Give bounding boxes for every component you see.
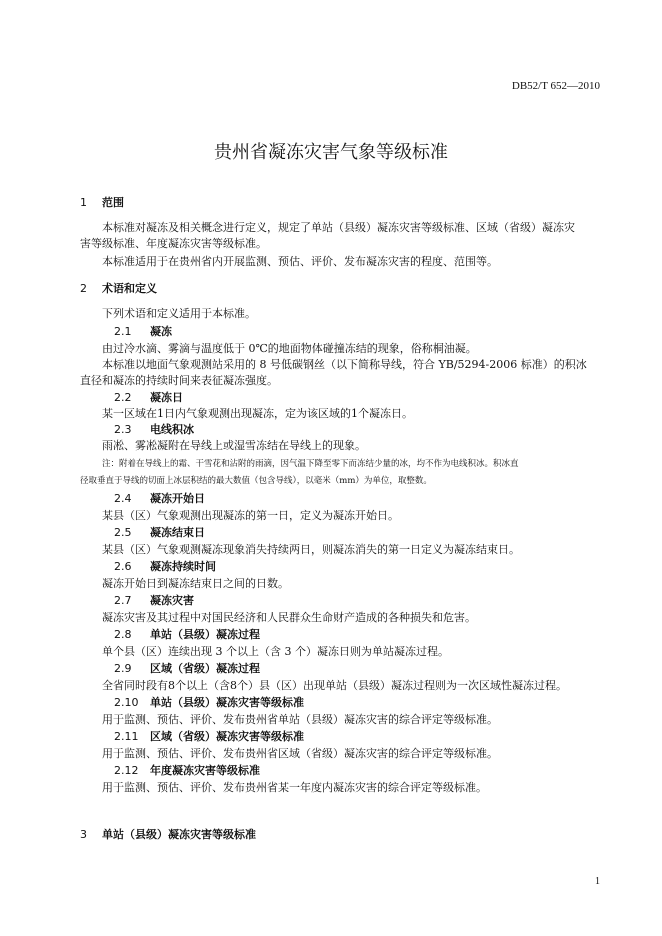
term-name: 区域（省级）凝冻灾害等级标准 bbox=[150, 730, 304, 743]
scope-paragraph-1-line-2: 害等级标准、年度凝冻灾害等级标准。 bbox=[80, 237, 267, 250]
term-heading-2-11 bbox=[114, 728, 304, 744]
term-heading-2-12 bbox=[114, 762, 260, 778]
term-name: 单站（县级）凝冻灾害等级标准 bbox=[150, 696, 304, 709]
term-name: 凝冻日 bbox=[150, 391, 183, 404]
term-name: 凝冻持续时间 bbox=[150, 560, 216, 573]
term-heading-2-10 bbox=[114, 694, 304, 710]
definition-2-12: 用于监测、预估、评价、发布贵州省某一年度内凝冻灾害的综合评定等级标准。 bbox=[102, 781, 487, 794]
term-heading-2-3 bbox=[114, 421, 194, 437]
definition-2-4: 某县（区）气象观测出现凝冻的第一日，定义为凝冻开始日。 bbox=[102, 509, 399, 522]
term-heading-2-1 bbox=[114, 323, 172, 339]
term-heading-2-4 bbox=[114, 490, 205, 506]
term-name: 凝冻 bbox=[150, 325, 172, 338]
definition-2-1-b-line-1: 本标准以地面气象观测站采用的 8 号低碳钢丝（以下简称导线，符合 YB/5294-2006 标准）的积冰 bbox=[102, 358, 587, 371]
term-name: 电线积冰 bbox=[150, 423, 194, 436]
section-title: 范围 bbox=[102, 196, 124, 209]
term-number: 2.9 bbox=[114, 662, 132, 675]
page-title: 贵州省凝冻灾害气象等级标准 bbox=[214, 142, 448, 163]
term-name: 凝冻开始日 bbox=[150, 492, 205, 505]
document-id: DB52/T 652—2010 bbox=[511, 80, 600, 92]
term-heading-2-7 bbox=[114, 592, 194, 608]
term-number: 2.12 bbox=[114, 764, 139, 777]
term-name: 单站（县级）凝冻过程 bbox=[150, 628, 260, 641]
definition-2-5: 某县（区）气象观测凝冻现象消失持续两日，则凝冻消失的第一日定义为凝冻结束日。 bbox=[102, 543, 520, 556]
definition-2-2: 某一区域在1日内气象观测出现凝冻，定为该区域的1个凝冻日。 bbox=[102, 407, 413, 420]
section-number: 3 bbox=[80, 828, 87, 841]
term-number: 2.5 bbox=[114, 526, 132, 539]
term-number: 2.6 bbox=[114, 560, 132, 573]
note-line-1: 注：附着在导线上的霜、干雪花和沾附的雨滴，因气温下降至零下而冻结少量的冰，均不作为电线积冰。积冰直 bbox=[102, 459, 519, 469]
term-name: 凝冻结束日 bbox=[150, 526, 205, 539]
section-title: 单站（县级）凝冻灾害等级标准 bbox=[102, 828, 256, 841]
term-heading-2-9 bbox=[114, 660, 260, 676]
term-heading-2-8 bbox=[114, 626, 260, 642]
definition-2-6: 凝冻开始日到凝冻结束日之间的日数。 bbox=[102, 577, 289, 590]
section-number: 1 bbox=[80, 196, 87, 209]
term-number: 2.3 bbox=[114, 423, 132, 436]
section-heading-3 bbox=[80, 826, 256, 842]
term-heading-2-5 bbox=[114, 524, 205, 540]
term-name: 年度凝冻灾害等级标准 bbox=[150, 764, 260, 777]
scope-paragraph-2: 本标准适用于在贵州省内开展监测、预估、评价、发布凝冻灾害的程度、范围等。 bbox=[102, 255, 498, 268]
term-heading-2-2 bbox=[114, 389, 183, 405]
scope-paragraph-1-line-1: 本标准对凝冻及相关概念进行定义，规定了单站（县级）凝冻灾害等级标准、区域（省级）凝冻灾 bbox=[102, 221, 575, 234]
term-name: 区域（省级）凝冻过程 bbox=[150, 662, 260, 675]
term-number: 2.11 bbox=[114, 730, 139, 743]
section-title: 术语和定义 bbox=[102, 282, 157, 295]
terms-intro: 下列术语和定义适用于本标准。 bbox=[102, 307, 256, 320]
term-number: 2.1 bbox=[114, 325, 132, 338]
definition-2-8: 单个县（区）连续出现 3 个以上（含 3 个）凝冻日则为单站凝冻过程。 bbox=[102, 645, 449, 658]
term-number: 2.4 bbox=[114, 492, 132, 505]
term-number: 2.8 bbox=[114, 628, 132, 641]
definition-2-3: 雨凇、雾凇凝附在导线上或湿雪冻结在导线上的现象。 bbox=[102, 439, 366, 452]
definition-2-1-b-line-2: 直径和凝冻的持续时间来表征凝冻强度。 bbox=[80, 374, 278, 387]
term-number: 2.7 bbox=[114, 594, 132, 607]
term-number: 2.10 bbox=[114, 696, 139, 709]
page-number: 1 bbox=[595, 876, 600, 887]
definition-2-9: 全省同时段有8个以上（含8个）县（区）出现单站（县级）凝冻过程则为一次区域性凝冻过程。 bbox=[102, 679, 567, 692]
definition-2-7: 凝冻灾害及其过程中对国民经济和人民群众生命财产造成的各种损失和危害。 bbox=[102, 611, 476, 624]
section-heading-2 bbox=[80, 280, 157, 296]
note-line-2: 径取垂直于导线的切面上冰层积结的最大数值（包含导线），以毫米（mm）为单位，取整数。 bbox=[80, 476, 432, 486]
section-heading-1 bbox=[80, 194, 124, 210]
term-heading-2-6 bbox=[114, 558, 216, 574]
section-number: 2 bbox=[80, 282, 87, 295]
definition-2-1-a: 由过冷水滴、雾滴与温度低于 0℃的地面物体碰撞冻结的现象，俗称桐油凝。 bbox=[102, 342, 477, 355]
term-name: 凝冻灾害 bbox=[150, 594, 194, 607]
term-number: 2.2 bbox=[114, 391, 132, 404]
definition-2-10: 用于监测、预估、评价、发布贵州省单站（县级）凝冻灾害的综合评定等级标准。 bbox=[102, 713, 498, 726]
definition-2-11: 用于监测、预估、评价、发布贵州省区域（省级）凝冻灾害的综合评定等级标准。 bbox=[102, 747, 498, 760]
